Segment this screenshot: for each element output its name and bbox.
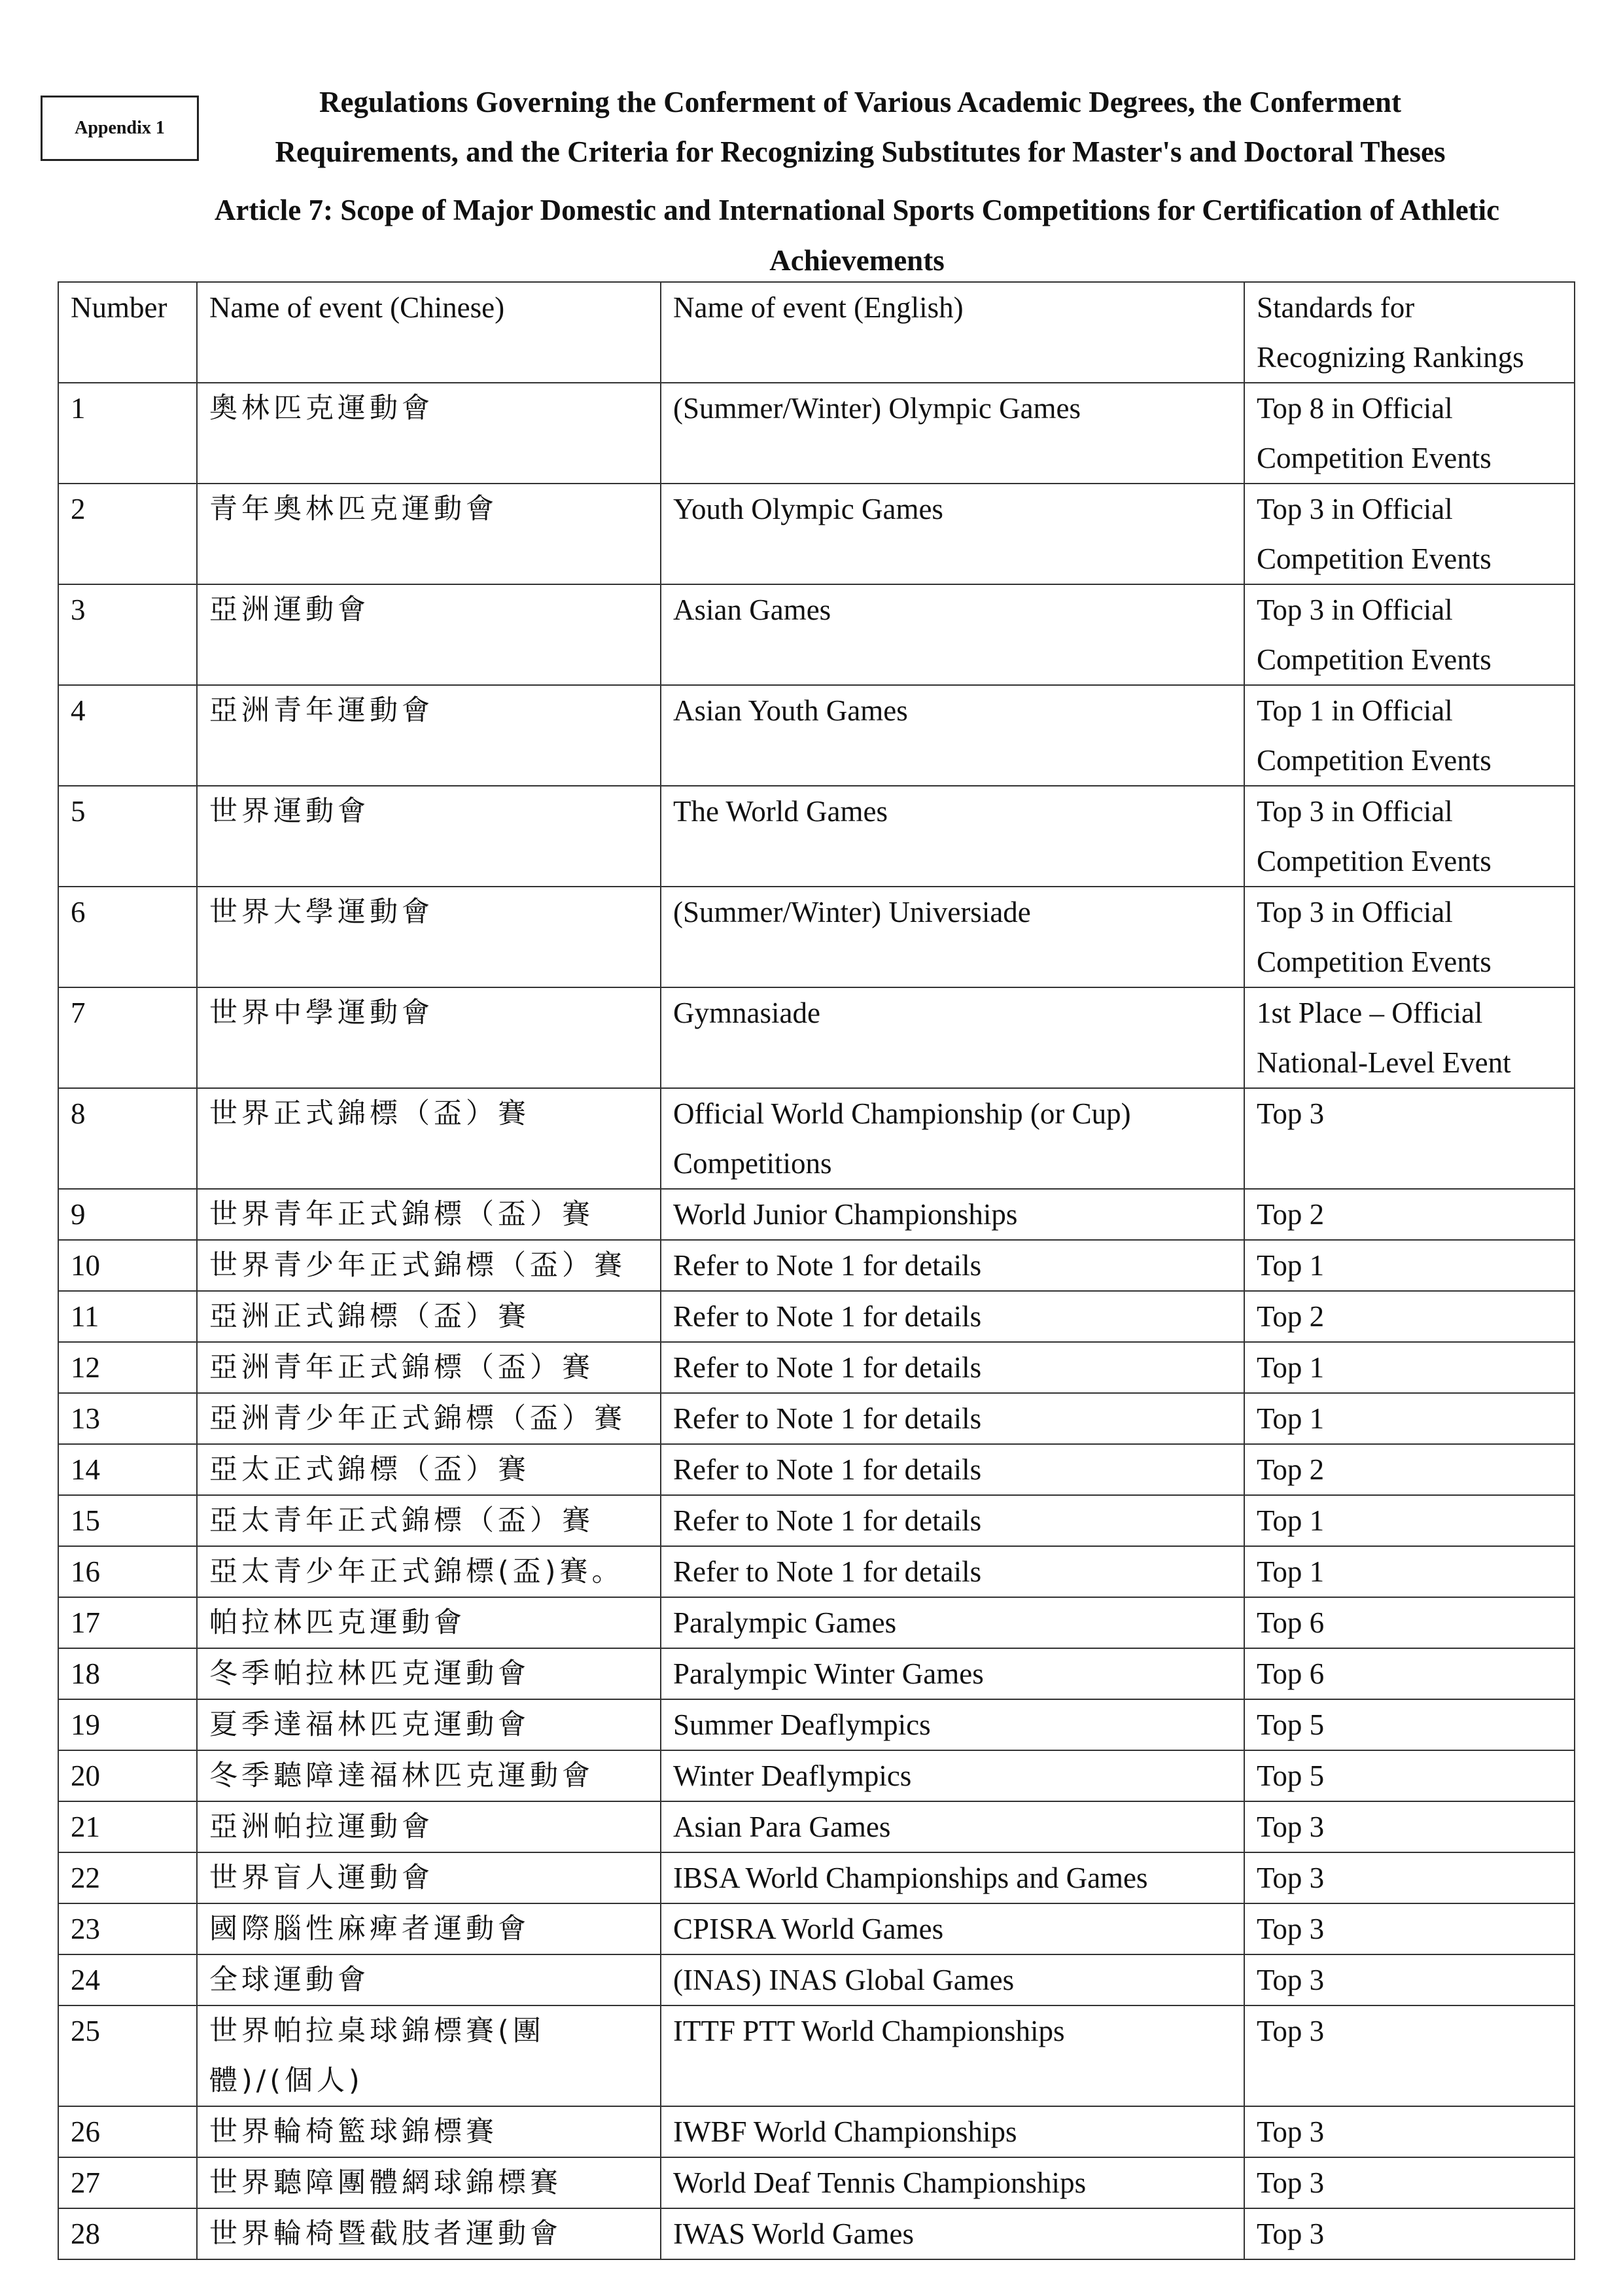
cell-standard: Top 3 in Official Competition Events xyxy=(1244,584,1575,685)
cell-standard: Top 1 xyxy=(1244,1546,1575,1597)
cell-name-english: The World Games xyxy=(661,786,1244,887)
cell-name-chinese: 夏季達福林匹克運動會 xyxy=(197,1699,661,1750)
cell-standard: Top 3 xyxy=(1244,1088,1575,1189)
cell-name-chinese: 世界青年正式錦標（盃）賽 xyxy=(197,1189,661,1240)
cell-number: 21 xyxy=(58,1801,197,1852)
cell-name-chinese: 世界帕拉桌球錦標賽(團體)/(個人) xyxy=(197,2005,661,2106)
cell-number: 1 xyxy=(58,383,197,484)
table-row xyxy=(58,2208,1575,2259)
cell-name-chinese: 世界運動會 xyxy=(197,786,661,887)
cell-name-english: Asian Para Games xyxy=(661,1801,1244,1852)
table-header-row xyxy=(58,282,1575,383)
cell-number: 19 xyxy=(58,1699,197,1750)
cell-standard: Top 3 xyxy=(1244,1852,1575,1903)
cell-standard: Top 1 xyxy=(1244,1342,1575,1393)
cell-name-chinese: 亞洲帕拉運動會 xyxy=(197,1801,661,1852)
cell-name-english: Paralympic Games xyxy=(661,1597,1244,1648)
table-row xyxy=(58,1444,1575,1495)
cell-name-english: Asian Games xyxy=(661,584,1244,685)
cell-number: 15 xyxy=(58,1495,197,1546)
table-row xyxy=(58,383,1575,484)
cell-standard: Top 8 in Official Competition Events xyxy=(1244,383,1575,484)
cell-name-english: Winter Deaflympics xyxy=(661,1750,1244,1801)
cell-standard: Top 3 xyxy=(1244,2005,1575,2106)
cell-name-english: IWAS World Games xyxy=(661,2208,1244,2259)
table-row xyxy=(58,987,1575,1088)
table-row xyxy=(58,2005,1575,2106)
cell-name-english: World Junior Championships xyxy=(661,1189,1244,1240)
cell-number: 18 xyxy=(58,1648,197,1699)
cell-number: 12 xyxy=(58,1342,197,1393)
cell-name-chinese: 世界中學運動會 xyxy=(197,987,661,1088)
table-row xyxy=(58,2157,1575,2208)
table-row xyxy=(58,1750,1575,1801)
cell-standard: Top 3 in Official Competition Events xyxy=(1244,786,1575,887)
cell-name-chinese: 國際腦性麻痺者運動會 xyxy=(197,1903,661,1954)
cell-name-chinese: 世界輪椅暨截肢者運動會 xyxy=(197,2208,661,2259)
cell-standard: Top 2 xyxy=(1244,1189,1575,1240)
cell-number: 7 xyxy=(58,987,197,1088)
header-number: Number xyxy=(58,282,197,383)
table-row xyxy=(58,1189,1575,1240)
cell-name-english: Youth Olympic Games xyxy=(661,484,1244,584)
cell-number: 10 xyxy=(58,1240,197,1291)
cell-standard: Top 3 xyxy=(1244,1954,1575,2005)
cell-name-chinese: 亞洲青年正式錦標（盃）賽 xyxy=(197,1342,661,1393)
cell-name-english: (Summer/Winter) Universiade xyxy=(661,887,1244,987)
cell-standard: Top 3 xyxy=(1244,2157,1575,2208)
cell-standard: Top 3 xyxy=(1244,1801,1575,1852)
cell-number: 16 xyxy=(58,1546,197,1597)
cell-number: 2 xyxy=(58,484,197,584)
table-row xyxy=(58,1648,1575,1699)
cell-number: 11 xyxy=(58,1291,197,1342)
cell-name-english: Summer Deaflympics xyxy=(661,1699,1244,1750)
cell-name-english: Asian Youth Games xyxy=(661,685,1244,786)
table-row xyxy=(58,1852,1575,1903)
cell-name-chinese: 亞太正式錦標（盃）賽 xyxy=(197,1444,661,1495)
cell-name-chinese: 世界聽障團體網球錦標賽 xyxy=(197,2157,661,2208)
cell-standard: Top 2 xyxy=(1244,1291,1575,1342)
table-row xyxy=(58,1495,1575,1546)
table-row xyxy=(58,1240,1575,1291)
cell-standard: Top 3 xyxy=(1244,1903,1575,1954)
table-row xyxy=(58,2106,1575,2157)
cell-name-chinese: 青年奧林匹克運動會 xyxy=(197,484,661,584)
cell-name-chinese: 世界輪椅籃球錦標賽 xyxy=(197,2106,661,2157)
cell-number: 23 xyxy=(58,1903,197,1954)
cell-name-english: Refer to Note 1 for details xyxy=(661,1240,1244,1291)
table-row xyxy=(58,887,1575,987)
cell-name-chinese: 亞太青年正式錦標（盃）賽 xyxy=(197,1495,661,1546)
header-name-chinese: Name of event (Chinese) xyxy=(197,282,661,383)
cell-name-chinese: 帕拉林匹克運動會 xyxy=(197,1597,661,1648)
cell-number: 6 xyxy=(58,887,197,987)
cell-name-english: Refer to Note 1 for details xyxy=(661,1495,1244,1546)
cell-name-english: Official World Championship (or Cup) Competitions xyxy=(661,1088,1244,1189)
table-row xyxy=(58,584,1575,685)
table-row xyxy=(58,1699,1575,1750)
cell-number: 3 xyxy=(58,584,197,685)
cell-number: 9 xyxy=(58,1189,197,1240)
table-row xyxy=(58,1342,1575,1393)
cell-name-chinese: 冬季帕拉林匹克運動會 xyxy=(197,1648,661,1699)
cell-standard: Top 1 xyxy=(1244,1495,1575,1546)
cell-number: 27 xyxy=(58,2157,197,2208)
table-row xyxy=(58,484,1575,584)
table-row xyxy=(58,685,1575,786)
cell-number: 13 xyxy=(58,1393,197,1444)
cell-name-chinese: 世界大學運動會 xyxy=(197,887,661,987)
table-row xyxy=(58,1597,1575,1648)
table-row xyxy=(58,786,1575,887)
cell-name-english: Paralympic Winter Games xyxy=(661,1648,1244,1699)
cell-name-chinese: 世界青少年正式錦標（盃）賽 xyxy=(197,1240,661,1291)
cell-name-english: Refer to Note 1 for details xyxy=(661,1342,1244,1393)
header-name-english: Name of event (English) xyxy=(661,282,1244,383)
table-body xyxy=(58,383,1575,2259)
appendix-label: Appendix 1 xyxy=(41,96,199,161)
cell-number: 5 xyxy=(58,786,197,887)
table-row xyxy=(58,1546,1575,1597)
cell-standard: Top 2 xyxy=(1244,1444,1575,1495)
table-row xyxy=(58,1801,1575,1852)
cell-name-chinese: 冬季聽障達福林匹克運動會 xyxy=(197,1750,661,1801)
cell-name-chinese: 全球運動會 xyxy=(197,1954,661,2005)
cell-number: 8 xyxy=(58,1088,197,1189)
cell-number: 28 xyxy=(58,2208,197,2259)
cell-name-english: Refer to Note 1 for details xyxy=(661,1444,1244,1495)
cell-name-chinese: 亞太青少年正式錦標(盃)賽。 xyxy=(197,1546,661,1597)
cell-name-english: Refer to Note 1 for details xyxy=(661,1291,1244,1342)
document-title-line-2: Requirements, and the Criteria for Recognizing Substitutes for Master's and Doctoral Theses xyxy=(275,135,1446,168)
article-heading: Article 7: Scope of Major Domestic and International Sports Competitions for Certification of Athletic Achievements xyxy=(214,194,1500,277)
cell-standard: Top 6 xyxy=(1244,1597,1575,1648)
cell-number: 25 xyxy=(58,2005,197,2106)
cell-standard: 1st Place – Official National-Level Event xyxy=(1244,987,1575,1088)
cell-name-english: IWBF World Championships xyxy=(661,2106,1244,2157)
cell-name-english: IBSA World Championships and Games xyxy=(661,1852,1244,1903)
cell-number: 4 xyxy=(58,685,197,786)
events-table xyxy=(58,281,1575,2260)
cell-standard: Top 1 xyxy=(1244,1393,1575,1444)
table-row xyxy=(58,1954,1575,2005)
cell-number: 14 xyxy=(58,1444,197,1495)
cell-name-english: (INAS) INAS Global Games xyxy=(661,1954,1244,2005)
cell-name-english: World Deaf Tennis Championships xyxy=(661,2157,1244,2208)
cell-standard: Top 5 xyxy=(1244,1699,1575,1750)
cell-number: 22 xyxy=(58,1852,197,1903)
cell-name-english: CPISRA World Games xyxy=(661,1903,1244,1954)
table-row xyxy=(58,1291,1575,1342)
cell-number: 20 xyxy=(58,1750,197,1801)
cell-standard: Top 3 in Official Competition Events xyxy=(1244,484,1575,584)
table-row xyxy=(58,1088,1575,1189)
table-row xyxy=(58,1903,1575,1954)
cell-standard: Top 3 xyxy=(1244,2106,1575,2157)
cell-number: 26 xyxy=(58,2106,197,2157)
cell-number: 17 xyxy=(58,1597,197,1648)
header-standards: Standards for Recognizing Rankings xyxy=(1244,282,1575,383)
table-row xyxy=(58,1393,1575,1444)
document-title-line-1: Regulations Governing the Conferment of Various Academic Degrees, the Conferment xyxy=(319,86,1401,118)
cell-standard: Top 5 xyxy=(1244,1750,1575,1801)
cell-standard: Top 3 in Official Competition Events xyxy=(1244,887,1575,987)
cell-name-chinese: 亞洲運動會 xyxy=(197,584,661,685)
cell-name-english: Refer to Note 1 for details xyxy=(661,1393,1244,1444)
cell-number: 24 xyxy=(58,1954,197,2005)
cell-name-chinese: 亞洲正式錦標（盃）賽 xyxy=(197,1291,661,1342)
cell-name-english: ITTF PTT World Championships xyxy=(661,2005,1244,2106)
cell-name-chinese: 奧林匹克運動會 xyxy=(197,383,661,484)
cell-standard: Top 3 xyxy=(1244,2208,1575,2259)
cell-standard: Top 1 in Official Competition Events xyxy=(1244,685,1575,786)
cell-standard: Top 1 xyxy=(1244,1240,1575,1291)
cell-name-chinese: 世界正式錦標（盃）賽 xyxy=(197,1088,661,1189)
cell-name-english: Gymnasiade xyxy=(661,987,1244,1088)
cell-name-english: Refer to Note 1 for details xyxy=(661,1546,1244,1597)
cell-standard: Top 6 xyxy=(1244,1648,1575,1699)
cell-name-chinese: 亞洲青少年正式錦標（盃）賽 xyxy=(197,1393,661,1444)
cell-name-chinese: 亞洲青年運動會 xyxy=(197,685,661,786)
cell-name-chinese: 世界盲人運動會 xyxy=(197,1852,661,1903)
cell-name-english: (Summer/Winter) Olympic Games xyxy=(661,383,1244,484)
